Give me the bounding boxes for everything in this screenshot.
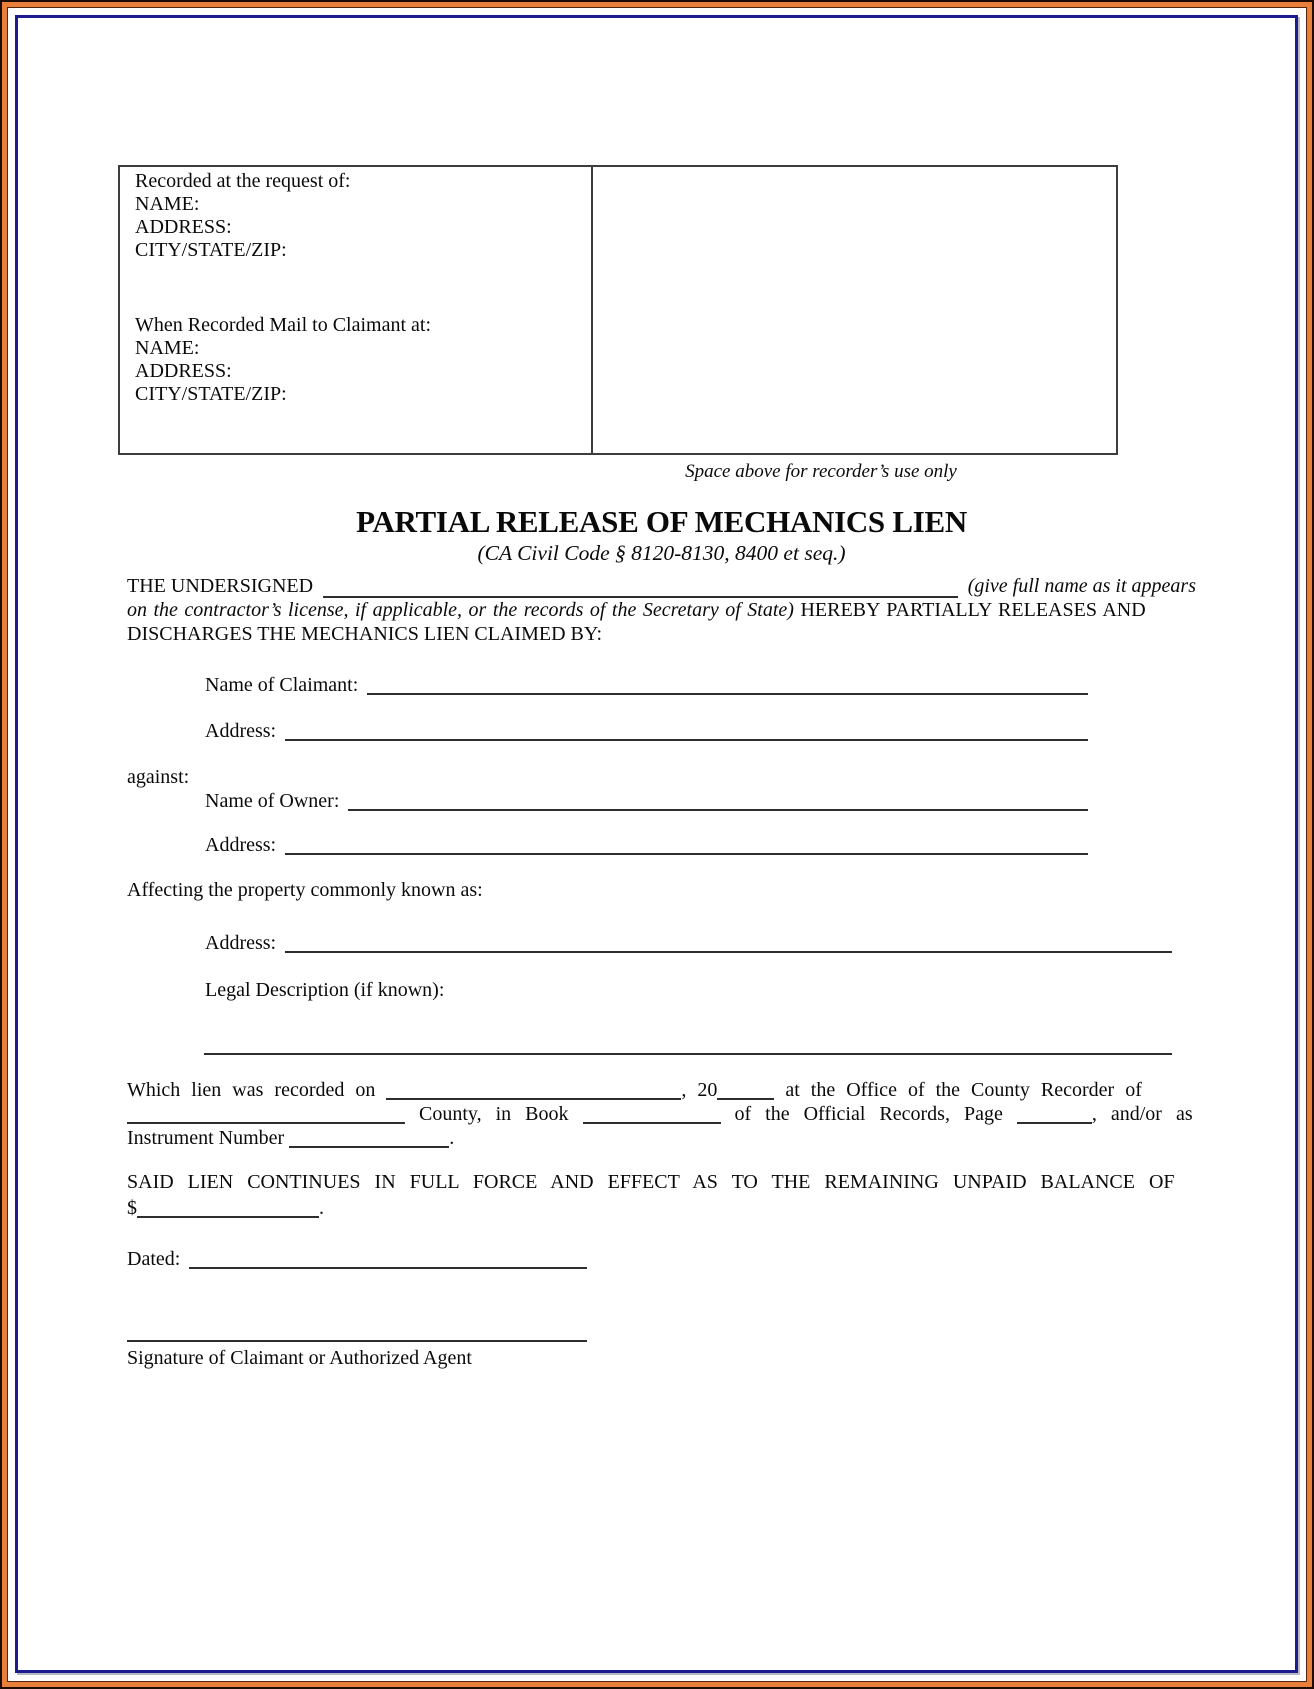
- undersigned-lead-text: THE UNDERSIGNED: [127, 575, 314, 597]
- owner-name-blank: [348, 789, 1088, 811]
- recorder-use-space-cell: [593, 167, 1116, 453]
- property-address-row: [205, 931, 1172, 955]
- dated-blank: [189, 1247, 587, 1269]
- record-date-blank: [386, 1084, 681, 1100]
- recorded-on-text: Which lien was recorded on: [127, 1079, 376, 1101]
- owner-name-label: Name of Owner:: [205, 790, 340, 812]
- instrument-period-text: .: [449, 1127, 455, 1149]
- andor-text: , and/or as: [1091, 1103, 1193, 1125]
- against-label: against:: [127, 766, 190, 788]
- year-blank: [717, 1084, 774, 1100]
- owner-address-label: Address:: [205, 834, 277, 856]
- claimant-address-label: Address:: [205, 720, 277, 742]
- dated-label: Dated:: [127, 1248, 181, 1270]
- mail-city-state-zip-label: CITY/STATE/ZIP:: [135, 383, 287, 405]
- balance-line-2: [127, 1196, 1196, 1220]
- property-address-label: Address:: [205, 932, 277, 954]
- form-title: PARTIAL RELEASE OF MECHANICS LIEN: [356, 504, 967, 539]
- official-records-text: of the Official Records, Page: [734, 1103, 1003, 1125]
- recorder-request-cell: [120, 167, 593, 453]
- form-subtitle: (CA Civil Code § 8120-8130, 8400 et seq.): [477, 541, 846, 565]
- cell-spacer: [135, 262, 581, 314]
- claimant-name-blank: [367, 673, 1088, 695]
- request-city-state-zip-label: CITY/STATE/ZIP:: [135, 239, 287, 261]
- owner-address-row: [205, 833, 1088, 857]
- year-prefix-text: , 20: [681, 1079, 718, 1101]
- recorder-use-caption: Space above for recorder’s use only: [685, 461, 957, 482]
- signature-blank: [127, 1340, 587, 1342]
- balance-amount-blank: [137, 1202, 319, 1218]
- county-book-text: County, in Book: [419, 1103, 569, 1125]
- mail-to-claimant-heading: When Recorded Mail to Claimant at:: [135, 314, 432, 336]
- claimant-name-label: Name of Claimant:: [205, 674, 359, 696]
- undersigned-line-1: [127, 574, 1196, 598]
- request-name-label: NAME:: [135, 193, 200, 215]
- instrument-number-blank: [289, 1132, 449, 1148]
- instrument-number-text: Instrument Number: [127, 1127, 285, 1149]
- owner-address-blank: [285, 833, 1088, 855]
- affecting-property-label: Affecting the property commonly known as:: [127, 879, 483, 901]
- county-name-blank: [127, 1108, 405, 1124]
- claimant-name-row: [205, 673, 1088, 697]
- recording-line-3: [127, 1126, 1196, 1150]
- county-recorder-text: at the Office of the County Recorder of: [785, 1079, 1142, 1101]
- owner-name-row: [205, 789, 1088, 813]
- legal-description-label: Legal Description (if known):: [205, 979, 445, 1001]
- claimant-address-blank: [285, 719, 1088, 741]
- recorder-info-table: [118, 165, 1118, 455]
- request-address-label: ADDRESS:: [135, 216, 232, 238]
- legal-description-blank: [204, 1053, 1172, 1055]
- mail-name-label: NAME:: [135, 337, 200, 359]
- dated-row: [127, 1247, 587, 1271]
- undersigned-line-3: DISCHARGES THE MECHANICS LIEN CLAIMED BY:: [127, 623, 603, 645]
- dollar-sign-text: $: [127, 1197, 137, 1219]
- undersigned-line-2: [127, 598, 1196, 622]
- balance-line-1: SAID LIEN CONTINUES IN FULL FORCE AND EFFECT AS TO THE REMAINING UNPAID BALANCE OF: [127, 1171, 1175, 1193]
- paren-note-part2: on the contractor’s license, if applicable, or the records of the Secretary of State): [127, 599, 794, 621]
- mail-address-label: ADDRESS:: [135, 360, 232, 382]
- claimant-address-row: [205, 719, 1088, 743]
- recording-line-1: [127, 1078, 1196, 1102]
- property-address-blank: [285, 931, 1172, 953]
- recording-line-2: [127, 1102, 1196, 1126]
- releases-text: HEREBY PARTIALLY RELEASES AND: [800, 599, 1146, 621]
- signature-label: Signature of Claimant or Authorized Agent: [127, 1347, 472, 1369]
- balance-period-text: .: [319, 1197, 324, 1219]
- recorded-request-heading: Recorded at the request of:: [135, 170, 351, 192]
- page-number-blank: [1017, 1108, 1092, 1124]
- book-number-blank: [583, 1108, 721, 1124]
- paren-note-part1: (give full name as it appears: [967, 575, 1196, 597]
